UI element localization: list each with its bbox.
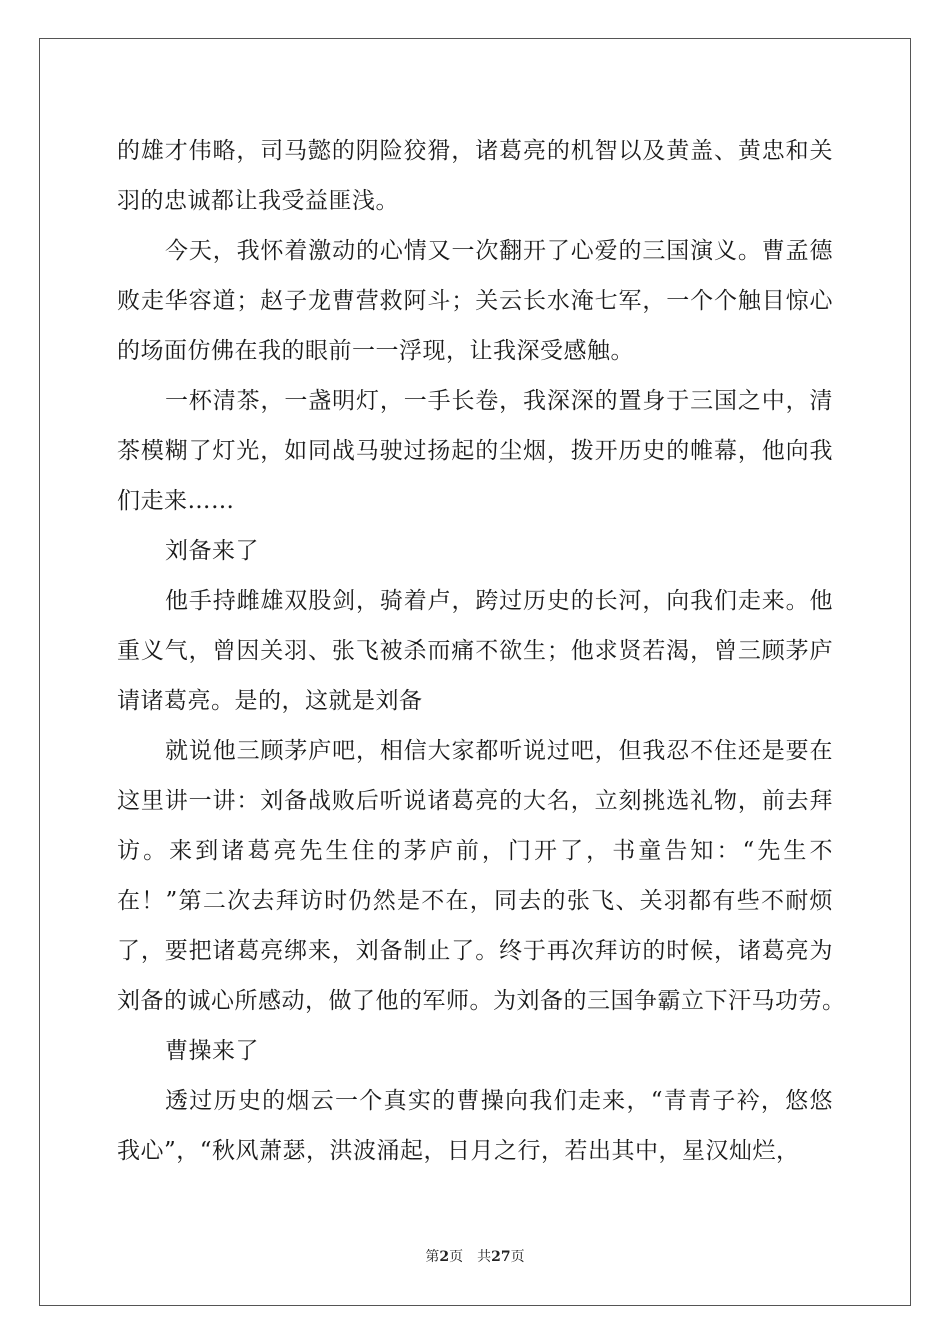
paragraph — [117, 376, 833, 526]
footer-page-prefix: 第 — [425, 1249, 440, 1265]
paragraph — [117, 576, 833, 726]
paragraph — [117, 1076, 833, 1176]
text-line: 他手持雌雄双股剑，骑着卢，跨过历史的长河，向我们走来。他 — [165, 588, 833, 614]
text-line: 这里讲一讲：刘备战败后听说诸葛亮的大名，立刻挑选礼物，前去拜 — [117, 788, 833, 814]
document-body — [117, 126, 846, 1176]
paragraph — [117, 726, 846, 1026]
text-line: 在！”第二次去拜访时仍然是不在，同去的张飞、关羽都有些不耐烦 — [117, 888, 833, 914]
text-line: 们走来…… — [117, 488, 235, 514]
text-line: 的雄才伟略，司马懿的阴险狡猾，诸葛亮的机智以及黄盖、黄忠和关 — [117, 138, 833, 164]
paragraph — [117, 226, 833, 376]
text-line: 就说他三顾茅庐吧，相信大家都听说过吧，但我忍不住还是要在 — [165, 738, 833, 764]
paragraph — [117, 126, 833, 226]
text-line: 我心”，“秋风萧瑟，洪波涌起，日月之行，若出其中，星汉灿烂， — [117, 1138, 800, 1164]
paragraph — [117, 1026, 833, 1076]
footer-total-pages: 27 — [491, 1249, 511, 1265]
text-line: 刘备来了 — [165, 538, 259, 564]
footer-page-number: 2 — [439, 1249, 450, 1265]
paragraph — [117, 526, 833, 576]
text-line: 请诸葛亮。是的，这就是刘备 — [117, 688, 423, 714]
text-line: 曹操来了 — [165, 1038, 259, 1064]
text-line: 刘备的诚心所感动，做了他的军师。为刘备的三国争霸立下汗马功劳。 — [117, 988, 846, 1014]
text-line: 的场面仿佛在我的眼前一一浮现，让我深受感触。 — [117, 338, 634, 364]
footer-page-suffix: 页 — [449, 1249, 464, 1265]
text-line: 重义气，曾因关羽、张飞被杀而痛不欲生；他求贤若渴，曾三顾茅庐 — [117, 638, 833, 664]
text-line: 茶模糊了灯光，如同战马驶过扬起的尘烟，拨开历史的帷幕，他向我 — [117, 438, 833, 464]
text-line: 了，要把诸葛亮绑来，刘备制止了。终于再次拜访的时候，诸葛亮为 — [117, 938, 833, 964]
text-line: 访。来到诸葛亮先生住的茅庐前，门开了，书童告知：“先生不 — [117, 838, 833, 864]
footer-total-suffix: 页 — [510, 1249, 525, 1265]
text-line: 羽的忠诚都让我受益匪浅。 — [117, 188, 399, 214]
text-line: 透过历史的烟云一个真实的曹操向我们走来，“青青子衿，悠悠 — [165, 1088, 833, 1114]
text-line: 败走华容道；赵子龙曹营救阿斗；关云长水淹七军，一个个触目惊心 — [117, 288, 833, 314]
text-line: 今天，我怀着激动的心情又一次翻开了心爱的三国演义。曹孟德 — [165, 238, 833, 264]
page-footer — [0, 1246, 950, 1266]
text-line: 一杯清茶，一盏明灯，一手长卷，我深深的置身于三国之中，清 — [165, 388, 833, 414]
footer-total-prefix: 共 — [477, 1249, 492, 1265]
